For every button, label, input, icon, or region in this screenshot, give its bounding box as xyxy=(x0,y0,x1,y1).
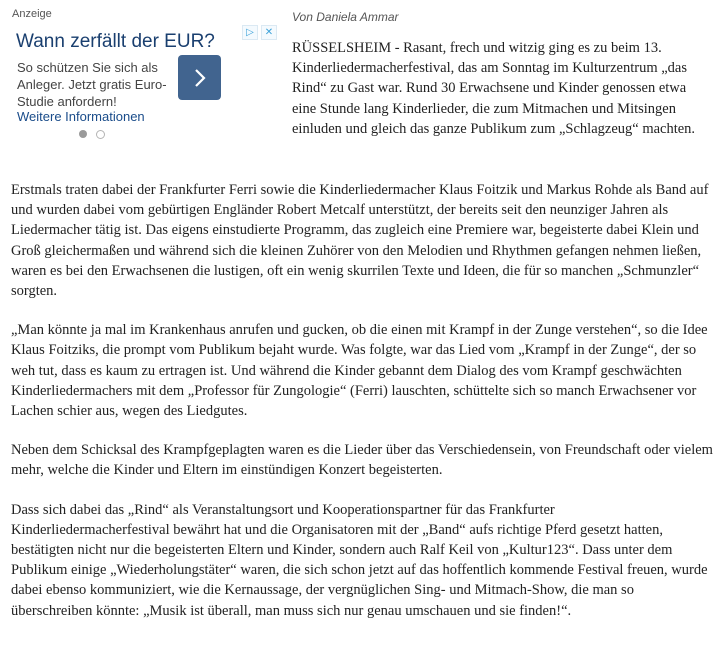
ad-choices[interactable] xyxy=(242,25,277,40)
article-byline: Von Daniela Ammar xyxy=(292,10,399,24)
advertisement[interactable] xyxy=(10,6,276,154)
ad-next-button[interactable] xyxy=(178,55,221,100)
adchoices-play-icon[interactable]: ▷ xyxy=(242,25,258,40)
article-paragraph: „Man könnte ja mal im Krankenhaus anrufen und gucken, ob die einen mit Krampf in der Zunge verstehen“, so die Idee Klaus Foitziks, die prompt vom Publikum bejaht wurde. Was folgte, war das Lied vom „Krampf in der Zunge“, der so weh tut, dass es kaum zu ertragen ist. Und während die Kinder gebannt dem Dialog des vom Krampf geschwächten Kinderliedermachers mit dem „Professor für Zungologie“ (Ferri) lauschten, schüttelte sich so manch Erwachsener vor Lachen schier aus, wegen des Liedgutes. xyxy=(11,322,708,420)
ad-more-info-link[interactable]: Weitere Informationen xyxy=(17,109,145,124)
carousel-dot-2[interactable] xyxy=(96,130,105,139)
article-lead: RÜSSELSHEIM - Rasant, frech und witzig ging es zu beim 13. Kinderliedermacherfestival, das am Sonntag im Kulturzentrum „das Rind“ zu Gast war. Rund 30 Erwachsene und Kinder genossen etwa eine Stunde lang Kinderlieder, die zum Mitmachen und Mitsingen einluden und gleich das ganze Publikum zum „Schlagzeug“ machten. xyxy=(292,40,696,137)
close-icon[interactable]: ✕ xyxy=(261,25,277,40)
ad-label: Anzeige xyxy=(12,8,52,20)
ad-carousel-dots xyxy=(79,130,105,139)
ad-headline[interactable]: Wann zerfällt der EUR? xyxy=(16,31,215,52)
article-paragraph: Erstmals traten dabei der Frankfurter Ferri sowie die Kinderliedermacher Klaus Foitzik und Markus Rohde als Band auf und wurden dabei vom gebürtigen Engländer Robert Metcalf unterstützt, der bereits seit den neunziger Jahren als Liedermacher tätig ist. Das eigens einstudierte Programm, das zugleich eine Premiere war, begeisterte dabei Klein und Groß gleichermaßen und während sich die kleinen Zuhörer von den Melodien und Rhythmen gefangen nehmen ließen, waren es bei den Erwachsenen die lustigen, oft ein wenig skurrilen Texte und Ideen, die für so manchen „Schmunzler“ sorgten. xyxy=(11,182,709,300)
ad-body-text[interactable]: So schützen Sie sich als Anleger. Jetzt gratis Euro-Studie anfordern! xyxy=(17,60,167,109)
article-paragraph: Neben dem Schicksal des Krampfgeplagten waren es die Lieder über das Verschiedensein, von Freundschaft oder vielem mehr, welche die Kinder und Eltern im einstündigen Konzert begeisterten. xyxy=(11,442,713,479)
article-body xyxy=(11,180,713,640)
chevron-right-icon xyxy=(192,67,208,89)
carousel-dot-1[interactable] xyxy=(79,130,87,138)
article-paragraph: Dass sich dabei das „Rind“ als Veranstaltungsort und Kooperationspartner für das Frankfurter Kinderliedermacherfestival bewährt hat und die Organisatoren mit der „Band“ aufs richtige Pferd gesetzt hatten, bestätigten nicht nur die begeisterten Eltern und Kinder, sondern auch Ralf Keil von „Kultur123“. Dass unter dem Publikum einige „Wiederholungstäter“ waren, die sich schon jetzt auf das hoffentlich kommende Festival freuen, wurde dabei ebenso kommuniziert, wie die Kernaussage, der vergnüglichen Sing- und Mitmach-Show, die man so überschreiben könnte: „Musik ist überall, man muss sich nur genau umschauen und sie finden!“. xyxy=(11,501,708,619)
